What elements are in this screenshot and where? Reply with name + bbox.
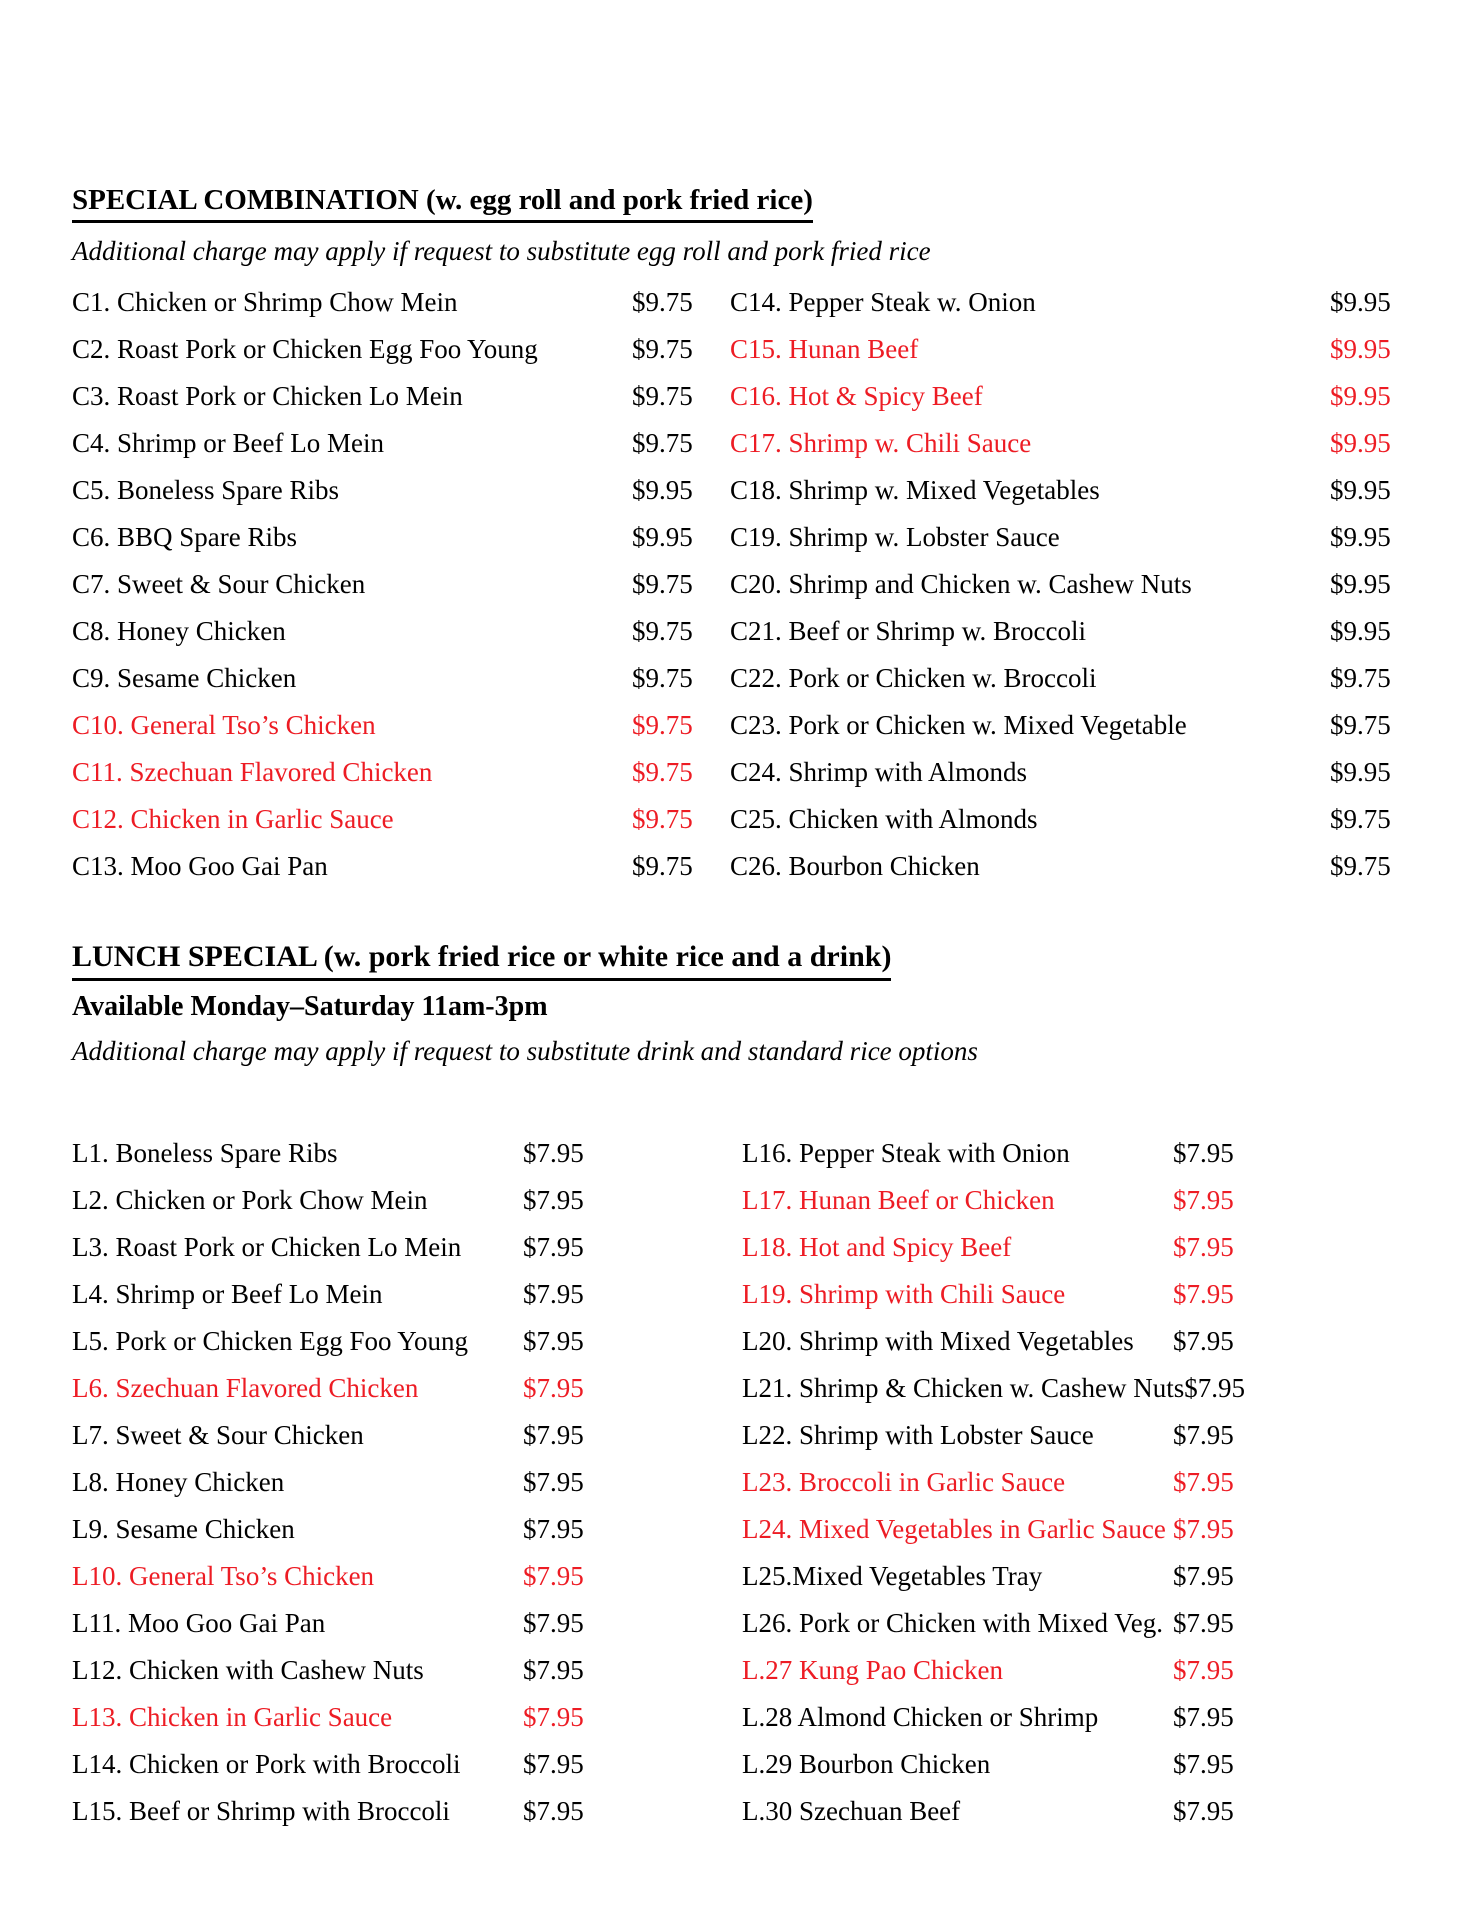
item-name: C4. Shrimp or Beef Lo Mein <box>72 428 384 459</box>
item-name: C13. Moo Goo Gai Pan <box>72 851 328 882</box>
item-name: L5. Pork or Chicken Egg Foo Young <box>72 1325 469 1356</box>
item-price: $7.95 <box>1184 1372 1245 1403</box>
item-name: C15. Hunan Beef <box>730 334 919 365</box>
item-price: $7.95 <box>1173 1748 1234 1779</box>
item-price: $9.75 <box>632 804 693 835</box>
item-price: $9.75 <box>1330 804 1391 835</box>
item-price: $7.95 <box>523 1748 584 1779</box>
menu-item-row <box>72 1647 586 1694</box>
item-name: L9. Sesame Chicken <box>72 1513 295 1544</box>
item-name: L19. Shrimp with Chili Sauce <box>742 1278 1066 1309</box>
item-name: C18. Shrimp w. Mixed Vegetables <box>730 475 1100 506</box>
menu-item-row <box>72 796 700 843</box>
menu-item-row <box>742 1600 1236 1647</box>
special-combination-title <box>72 0 1412 223</box>
item-price: $7.95 <box>1173 1795 1234 1826</box>
item-price: $7.95 <box>523 1701 584 1732</box>
item-name: C3. Roast Pork or Chicken Lo Mein <box>72 381 463 412</box>
item-price: $9.95 <box>632 522 693 553</box>
item-name: L21. Shrimp & Chicken w. Cashew Nuts <box>742 1372 1185 1403</box>
item-price: $9.75 <box>632 851 693 882</box>
item-price: $9.75 <box>632 757 693 788</box>
item-price: $9.95 <box>1330 381 1391 412</box>
item-name: C26. Bourbon Chicken <box>730 851 980 882</box>
item-name: C14. Pepper Steak w. Onion <box>730 287 1036 318</box>
menu-item-row <box>72 1741 586 1788</box>
menu-item-row <box>742 1271 1236 1318</box>
item-price: $7.95 <box>523 1278 584 1309</box>
item-price: $7.95 <box>1173 1278 1234 1309</box>
item-price: $7.95 <box>523 1466 584 1497</box>
special-combination-note: Additional charge may apply if request to substitute egg roll and pork fried rice <box>72 236 931 267</box>
item-name: L.28 Almond Chicken or Shrimp <box>742 1701 1099 1732</box>
item-price: $7.95 <box>523 1372 584 1403</box>
item-name: L7. Sweet & Sour Chicken <box>72 1419 364 1450</box>
lunch-special-body <box>72 1130 1412 1835</box>
item-name: L24. Mixed Vegetables in Garlic Sauce <box>742 1513 1166 1544</box>
menu-item-row <box>72 1553 586 1600</box>
menu-item-row <box>730 843 1412 890</box>
item-price: $9.95 <box>1330 569 1391 600</box>
menu-item-row <box>742 1459 1236 1506</box>
item-name: L12. Chicken with Cashew Nuts <box>72 1654 424 1685</box>
item-price: $9.75 <box>632 334 693 365</box>
menu-content <box>72 0 1412 1835</box>
item-price: $9.75 <box>632 616 693 647</box>
item-name: C6. BBQ Spare Ribs <box>72 522 298 553</box>
menu-item-row <box>730 796 1412 843</box>
item-price: $9.75 <box>632 381 693 412</box>
item-name: C11. Szechuan Flavored Chicken <box>72 757 433 788</box>
item-name: C12. Chicken in Garlic Sauce <box>72 804 394 835</box>
item-price: $7.95 <box>1173 1654 1234 1685</box>
item-price: $9.75 <box>1330 663 1391 694</box>
menu-item-row <box>730 279 1412 326</box>
menu-item-row <box>742 1741 1236 1788</box>
item-name: L22. Shrimp with Lobster Sauce <box>742 1419 1094 1450</box>
item-name: L3. Roast Pork or Chicken Lo Mein <box>72 1231 462 1262</box>
menu-item-row <box>72 467 700 514</box>
item-price: $7.95 <box>523 1137 584 1168</box>
item-name: L8. Honey Chicken <box>72 1466 285 1497</box>
menu-item-row <box>72 279 700 326</box>
menu-item-row <box>72 1271 586 1318</box>
item-name: L1. Boneless Spare Ribs <box>72 1137 338 1168</box>
item-price: $7.95 <box>523 1795 584 1826</box>
menu-item-row <box>742 1412 1236 1459</box>
menu-item-row <box>730 420 1412 467</box>
menu-item-row <box>742 1553 1236 1600</box>
item-price: $9.75 <box>1330 851 1391 882</box>
item-name: C23. Pork or Chicken w. Mixed Vegetable <box>730 710 1187 741</box>
item-price: $7.95 <box>523 1513 584 1544</box>
item-name: C21. Beef or Shrimp w. Broccoli <box>730 616 1086 647</box>
item-name: L10. General Tso’s Chicken <box>72 1560 375 1591</box>
item-price: $7.95 <box>523 1325 584 1356</box>
menu-item-row <box>72 561 700 608</box>
item-name: C7. Sweet & Sour Chicken <box>72 569 366 600</box>
item-name: L25.Mixed Vegetables Tray <box>742 1560 1043 1591</box>
item-price: $7.95 <box>1173 1184 1234 1215</box>
item-price: $7.95 <box>1173 1466 1234 1497</box>
menu-item-row <box>72 514 700 561</box>
item-name: L11. Moo Goo Gai Pan <box>72 1607 326 1638</box>
item-name: C5. Boneless Spare Ribs <box>72 475 339 506</box>
menu-item-row <box>72 1600 586 1647</box>
lunch-special-title <box>72 940 1412 981</box>
menu-item-row <box>72 1459 586 1506</box>
menu-item-row <box>72 420 700 467</box>
menu-item-row <box>72 1177 586 1224</box>
menu-item-row <box>72 373 700 420</box>
menu-item-row <box>72 1506 586 1553</box>
item-name: C20. Shrimp and Chicken w. Cashew Nuts <box>730 569 1192 600</box>
item-price: $7.95 <box>1173 1231 1234 1262</box>
item-name: L13. Chicken in Garlic Sauce <box>72 1701 393 1732</box>
menu-item-row <box>742 1224 1236 1271</box>
item-price: $7.95 <box>523 1560 584 1591</box>
menu-item-row <box>742 1130 1236 1177</box>
item-name: L16. Pepper Steak with Onion <box>742 1137 1070 1168</box>
special-combination-column-left <box>72 279 700 890</box>
item-name: L14. Chicken or Pork with Broccoli <box>72 1748 461 1779</box>
item-price: $7.95 <box>1173 1701 1234 1732</box>
item-name: C25. Chicken with Almonds <box>730 804 1038 835</box>
menu-item-row <box>730 373 1412 420</box>
menu-item-row <box>72 326 700 373</box>
item-name: L2. Chicken or Pork Chow Mein <box>72 1184 428 1215</box>
item-name: C9. Sesame Chicken <box>72 663 297 694</box>
item-price: $9.95 <box>1330 287 1391 318</box>
item-price: $7.95 <box>1173 1560 1234 1591</box>
menu-item-row <box>742 1177 1236 1224</box>
special-combination-title-text: SPECIAL COMBINATION (w. egg roll and pork fried rice) <box>72 184 813 223</box>
menu-item-row <box>72 1130 586 1177</box>
special-combination-body <box>72 279 1412 890</box>
item-price: $7.95 <box>1173 1513 1234 1544</box>
item-name: L4. Shrimp or Beef Lo Mein <box>72 1278 383 1309</box>
item-price: $7.95 <box>523 1654 584 1685</box>
menu-item-row <box>742 1647 1236 1694</box>
menu-item-row <box>730 608 1412 655</box>
menu-item-row <box>730 749 1412 796</box>
item-name: C22. Pork or Chicken w. Broccoli <box>730 663 1097 694</box>
item-name: C17. Shrimp w. Chili Sauce <box>730 428 1032 459</box>
item-price: $7.95 <box>1173 1607 1234 1638</box>
item-price: $7.95 <box>523 1419 584 1450</box>
item-price: $9.75 <box>1330 710 1391 741</box>
item-price: $7.95 <box>1173 1325 1234 1356</box>
item-name: C2. Roast Pork or Chicken Egg Foo Young <box>72 334 538 365</box>
menu-item-row <box>72 702 700 749</box>
menu-item-row <box>730 561 1412 608</box>
item-name: C24. Shrimp with Almonds <box>730 757 1028 788</box>
menu-item-row <box>72 749 700 796</box>
item-price: $9.95 <box>1330 616 1391 647</box>
menu-item-row <box>72 1318 586 1365</box>
item-price: $9.75 <box>632 663 693 694</box>
item-name: L20. Shrimp with Mixed Vegetables <box>742 1325 1134 1356</box>
item-price: $9.95 <box>1330 475 1391 506</box>
item-price: $9.75 <box>632 287 693 318</box>
menu-item-row <box>730 326 1412 373</box>
menu-item-row <box>742 1318 1236 1365</box>
menu-item-row <box>730 467 1412 514</box>
item-price: $7.95 <box>523 1184 584 1215</box>
menu-item-row <box>72 1694 586 1741</box>
menu-item-row <box>730 655 1412 702</box>
lunch-special-column-left <box>72 1130 586 1835</box>
item-price: $9.75 <box>632 710 693 741</box>
item-name: C1. Chicken or Shrimp Chow Mein <box>72 287 458 318</box>
special-combination-column-right <box>730 279 1412 890</box>
item-name: C8. Honey Chicken <box>72 616 286 647</box>
item-price: $7.95 <box>523 1607 584 1638</box>
lunch-special-column-right <box>742 1130 1245 1835</box>
lunch-special-availability: Available Monday–Saturday 11am-3pm <box>72 990 548 1022</box>
item-name: L.30 Szechuan Beef <box>742 1795 961 1826</box>
item-name: L17. Hunan Beef or Chicken <box>742 1184 1055 1215</box>
item-price: $7.95 <box>1173 1419 1234 1450</box>
menu-item-row <box>742 1694 1236 1741</box>
menu-item-row <box>72 608 700 655</box>
menu-item-row <box>730 514 1412 561</box>
item-name: L18. Hot and Spicy Beef <box>742 1231 1012 1262</box>
menu-item-row <box>72 1224 586 1271</box>
item-price: $9.95 <box>1330 334 1391 365</box>
lunch-special-title-text: LUNCH SPECIAL (w. pork fried rice or white rice and a drink) <box>72 940 891 981</box>
menu-item-row <box>72 843 700 890</box>
item-price: $9.95 <box>632 475 693 506</box>
menu-item-row <box>72 655 700 702</box>
item-price: $7.95 <box>1173 1137 1234 1168</box>
item-name: C19. Shrimp w. Lobster Sauce <box>730 522 1060 553</box>
menu-item-row <box>742 1788 1236 1835</box>
item-name: L15. Beef or Shrimp with Broccoli <box>72 1795 450 1826</box>
item-price: $9.95 <box>1330 757 1391 788</box>
menu-item-row <box>742 1506 1236 1553</box>
menu-item-row <box>72 1412 586 1459</box>
lunch-special-note: Additional charge may apply if request to substitute drink and standard rice options <box>72 1035 978 1066</box>
item-price: $9.95 <box>1330 428 1391 459</box>
item-name: C16. Hot & Spicy Beef <box>730 381 983 412</box>
item-name: L26. Pork or Chicken with Mixed Veg. <box>742 1607 1163 1638</box>
item-price: $9.75 <box>632 569 693 600</box>
item-name: L.27 Kung Pao Chicken <box>742 1654 1003 1685</box>
menu-item-row <box>742 1365 1245 1412</box>
item-price: $9.75 <box>632 428 693 459</box>
item-name: L.29 Bourbon Chicken <box>742 1748 991 1779</box>
item-name: C10. General Tso’s Chicken <box>72 710 376 741</box>
item-name: L23. Broccoli in Garlic Sauce <box>742 1466 1066 1497</box>
menu-item-row <box>72 1365 586 1412</box>
item-name: L6. Szechuan Flavored Chicken <box>72 1372 419 1403</box>
menu-item-row <box>72 1788 586 1835</box>
item-price: $9.95 <box>1330 522 1391 553</box>
menu-item-row <box>730 702 1412 749</box>
item-price: $7.95 <box>523 1231 584 1262</box>
